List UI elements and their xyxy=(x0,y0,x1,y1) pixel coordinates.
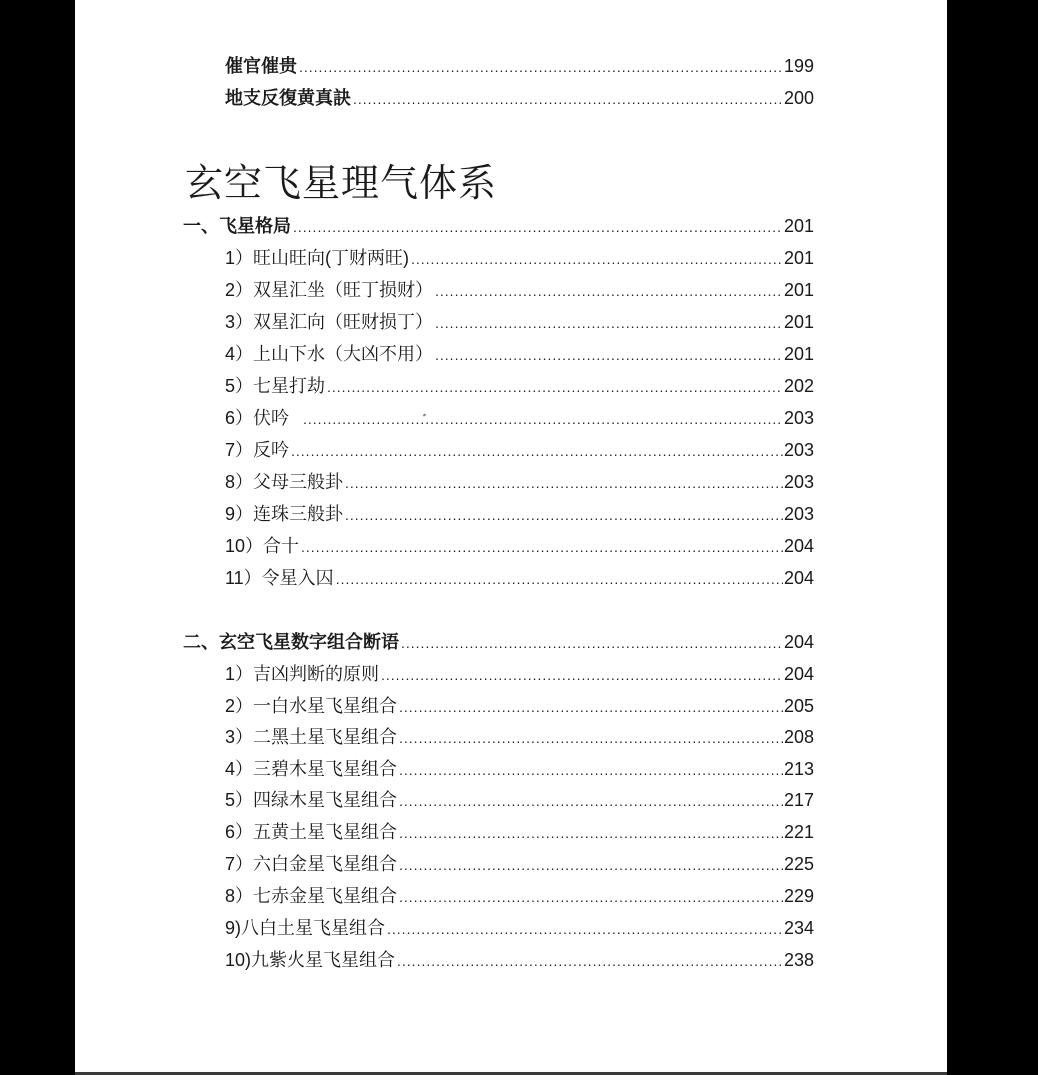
dot-leader xyxy=(399,699,783,715)
toc-entry[interactable] xyxy=(225,786,814,816)
toc-entry-label: 2）一白水星飞星组合 xyxy=(225,696,398,716)
toc-entry-label: 5）四绿木星飞星组合 xyxy=(225,790,398,810)
toc-entry-label: 催官催贵 xyxy=(225,56,297,76)
dot-leader xyxy=(293,219,783,235)
toc-entry-label: 6）五黄土星飞星组合 xyxy=(225,822,398,842)
toc-page-number: 205 xyxy=(783,696,814,716)
toc-entry[interactable] xyxy=(225,84,814,114)
dot-leader xyxy=(327,379,783,395)
toc-entry[interactable] xyxy=(225,723,814,753)
toc-page-number: 204 xyxy=(783,664,814,684)
dot-leader xyxy=(381,667,783,683)
dot-leader xyxy=(299,59,783,75)
toc-entry-label: 地支反復黄真訣 xyxy=(225,88,351,108)
toc-entry[interactable] xyxy=(225,468,814,498)
toc-page-number: 201 xyxy=(783,248,814,268)
dot-leader xyxy=(399,793,783,809)
toc-page-number: 217 xyxy=(783,790,814,810)
toc-entry[interactable] xyxy=(225,308,814,338)
toc-page-number: 202 xyxy=(783,376,814,396)
toc-page-number: 225 xyxy=(783,854,814,874)
toc-page-number: 200 xyxy=(783,88,814,108)
toc-entry-label: 9)八白土星飞星组合 xyxy=(225,918,386,938)
toc-page-number: 203 xyxy=(783,504,814,524)
dot-leader xyxy=(345,507,783,523)
toc-entry-label: 3）二黑土星飞星组合 xyxy=(225,727,398,747)
toc-page-number: 238 xyxy=(783,950,814,970)
document-page xyxy=(75,0,947,1075)
toc-entry[interactable] xyxy=(225,660,814,690)
toc-page-number: 201 xyxy=(783,344,814,364)
toc-entry[interactable] xyxy=(225,692,814,722)
toc-entry-label: 9）连珠三般卦 xyxy=(225,504,344,524)
dot-leader xyxy=(303,411,783,427)
toc-entry-label: 8）父母三般卦 xyxy=(225,472,344,492)
dot-leader xyxy=(399,857,783,873)
toc-entry-label: 7）六白金星飞星组合 xyxy=(225,854,398,874)
toc-entry[interactable] xyxy=(225,52,814,82)
toc-entry[interactable] xyxy=(225,276,814,306)
dot-leader xyxy=(387,921,783,937)
toc-page-number: 203 xyxy=(783,472,814,492)
toc-entry[interactable] xyxy=(225,500,814,530)
toc-entry-label: 1）旺山旺向(丁财两旺) xyxy=(225,248,409,268)
dot-leader xyxy=(399,825,783,841)
toc-entry[interactable] xyxy=(225,818,814,848)
toc-entry-label: 10）合十 xyxy=(225,536,300,556)
dot-leader xyxy=(301,539,783,555)
toc-entry-label: 7）反吟 xyxy=(225,440,290,460)
toc-page-number: 234 xyxy=(783,918,814,938)
toc-entry-label: 11）令星入囚 xyxy=(225,568,334,588)
toc-entry[interactable] xyxy=(225,914,814,944)
toc-page-number: 204 xyxy=(783,536,814,556)
toc-entry[interactable] xyxy=(225,340,814,370)
dot-leader xyxy=(411,251,783,267)
toc-entry[interactable] xyxy=(225,755,814,785)
dot-leader xyxy=(397,953,783,969)
toc-entry-label: 5）七星打劫 xyxy=(225,376,326,396)
toc-page-number: 204 xyxy=(783,568,814,588)
toc-entry-label: 2）双星汇坐（旺丁损财） xyxy=(225,280,434,300)
dot-leader xyxy=(399,730,783,746)
toc-entry-label: 10)九紫火星飞星组合 xyxy=(225,950,396,970)
dot-leader xyxy=(399,889,783,905)
toc-entry[interactable] xyxy=(225,882,814,912)
toc-page-number: 203 xyxy=(783,408,814,428)
toc-entry[interactable] xyxy=(225,564,814,594)
dot-leader xyxy=(345,475,783,491)
toc-page-number: 204 xyxy=(783,632,814,652)
dot-leader xyxy=(399,762,783,778)
toc-section-heading[interactable] xyxy=(183,212,814,242)
dot-leader xyxy=(291,443,783,459)
toc-entry[interactable] xyxy=(225,850,814,880)
toc-entry-label: 8）七赤金星飞星组合 xyxy=(225,886,398,906)
toc-page-number: 208 xyxy=(783,727,814,747)
dot-leader xyxy=(435,315,783,331)
toc-section-heading[interactable] xyxy=(183,628,814,658)
toc-page-number: 213 xyxy=(783,759,814,779)
toc-entry[interactable] xyxy=(225,532,814,562)
toc-entry[interactable] xyxy=(225,372,814,402)
toc-entry-label: 6）伏吟 xyxy=(225,408,290,428)
toc-section-label: 一、飞星格局 xyxy=(183,216,291,236)
toc-entry[interactable] xyxy=(225,404,814,434)
chapter-title: 玄空飞星理气体系 xyxy=(185,161,498,205)
toc-page-number: 203 xyxy=(783,440,814,460)
dot-leader xyxy=(401,635,783,651)
dot-leader xyxy=(435,283,783,299)
toc-entry-label: 4）三碧木星飞星组合 xyxy=(225,759,398,779)
dot-leader xyxy=(336,571,783,587)
dot-leader xyxy=(353,91,783,107)
toc-page-number: 221 xyxy=(783,822,814,842)
toc-entry-label: 3）双星汇向（旺财损丁） xyxy=(225,312,434,332)
toc-entry-label: 4）上山下水（大凶不用） xyxy=(225,344,434,364)
toc-entry-label: 1）吉凶判断的原则 xyxy=(225,664,380,684)
toc-entry[interactable] xyxy=(225,946,814,976)
toc-page-number: 199 xyxy=(783,56,814,76)
toc-section-label: 二、玄空飞星数字组合断语 xyxy=(183,632,399,652)
toc-page-number: 201 xyxy=(783,280,814,300)
toc-entry[interactable] xyxy=(225,244,814,274)
toc-page-number: 229 xyxy=(783,886,814,906)
dot-leader xyxy=(435,347,783,363)
toc-entry[interactable] xyxy=(225,436,814,466)
toc-page-number: 201 xyxy=(783,216,814,236)
toc-page-number: 201 xyxy=(783,312,814,332)
